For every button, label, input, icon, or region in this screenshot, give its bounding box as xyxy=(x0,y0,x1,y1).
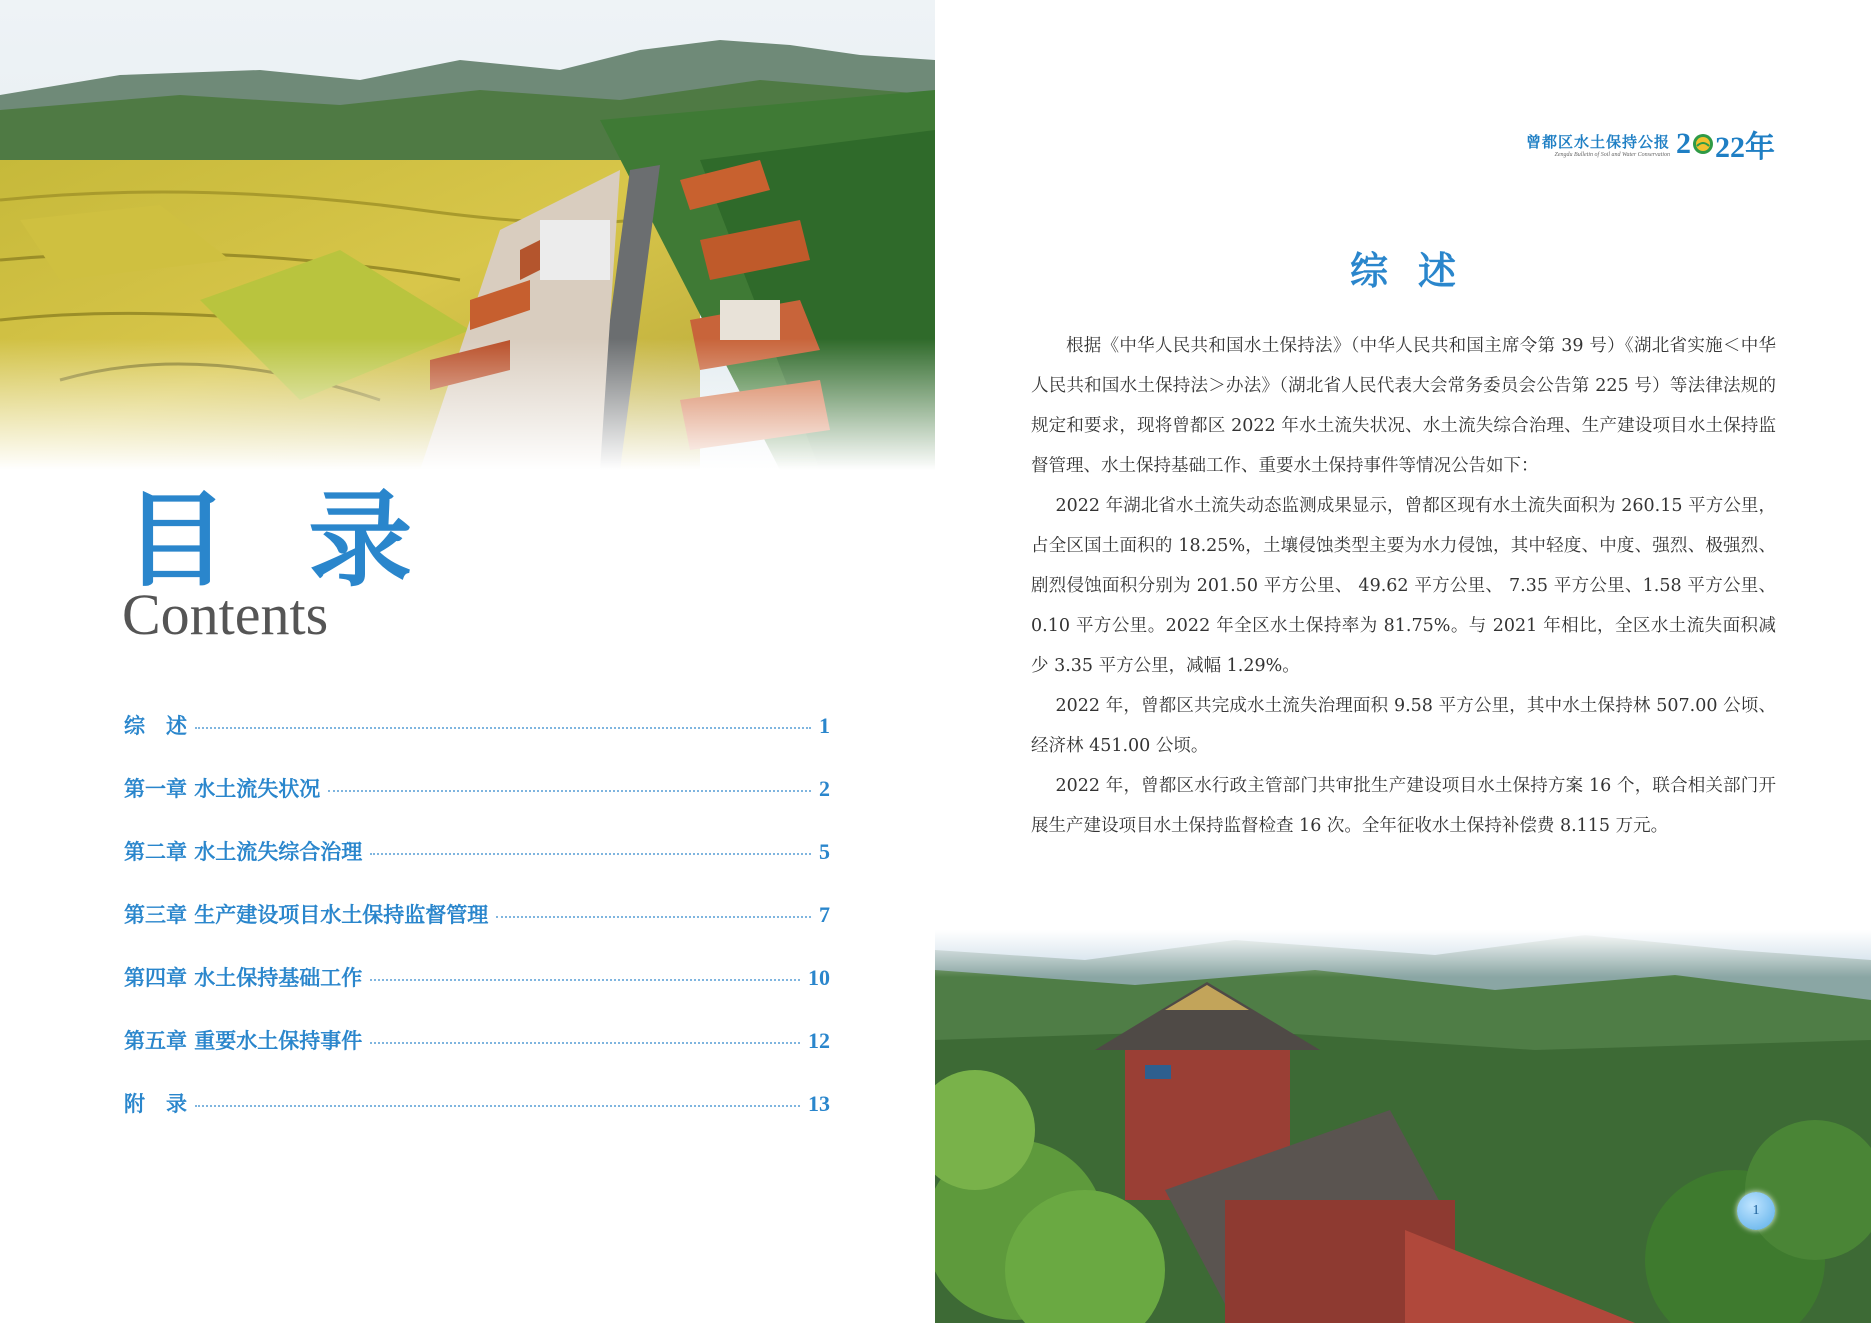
toc-title: 目 录 xyxy=(124,479,435,601)
toc-entry-appendix[interactable] xyxy=(124,1088,830,1151)
toc-entry-chapter-3[interactable] xyxy=(124,899,830,962)
globe-logo-icon xyxy=(1692,133,1714,155)
toc-entry-chapter-2[interactable] xyxy=(124,836,830,899)
bulletin-brand xyxy=(1526,131,1670,158)
toc-leader-dots xyxy=(328,789,811,792)
toc-entry-chapter-1[interactable] xyxy=(124,773,830,836)
paragraph-supervision: 2022 年，曾都区水行政主管部门共审批生产建设项目水土保持方案 16 个，联合相关部门开展生产建设项目水土保持监督检查 16 次。全年征收水土保持补偿费 8.115 万元。 xyxy=(1031,776,1776,836)
toc-entry-label: 第三章 生产建设项目水土保持监督管理 xyxy=(124,903,489,927)
year-prefix: 2 xyxy=(1676,127,1691,160)
toc-leader-dots xyxy=(195,726,811,729)
toc-entry-page: 2 xyxy=(819,776,830,801)
toc-entry-chapter-5[interactable] xyxy=(124,1025,830,1088)
paragraph-treatment: 2022 年，曾都区共完成水土流失治理面积 9.58 平方公里，其中水土保持林 507.00 公顷、经济林 451.00 公顷。 xyxy=(1031,696,1776,756)
aerial-village-photo xyxy=(0,0,935,470)
toc-entry-page: 12 xyxy=(808,1028,830,1053)
paragraph-erosion-status: 2022 年湖北省水土流失动态监测成果显示，曾都区现有水土流失面积为 260.15 平方公里，占全区国土面积的 18.25%，土壤侵蚀类型主要为水力侵蚀，其中轻度、中度、强烈、极强烈、剧烈侵蚀面积分别为 201.50 平方公里、 49.62 平方公里、 7.35 平方公里、1.58 平方公里、0.10 平方公里。2022 年全区水土保持率为 81.75%。与 2021 年相比，全区水土流失面积减少 3.35 平方公里，减幅 1.29%。 xyxy=(1031,496,1776,676)
left-page xyxy=(0,0,935,1323)
toc-entry-label: 第一章 水土流失状况 xyxy=(124,777,321,801)
section-heading: 综述 xyxy=(1349,249,1486,293)
toc-entry-label: 第五章 重要水土保持事件 xyxy=(124,1029,363,1053)
toc-leader-dots xyxy=(370,1041,800,1044)
toc-leader-dots xyxy=(370,852,811,855)
toc-entry-page: 5 xyxy=(819,839,830,864)
toc-entry-page: 13 xyxy=(808,1091,830,1116)
toc-entry-overview[interactable] xyxy=(124,710,830,773)
year-suffix: 22年 xyxy=(1715,131,1775,164)
right-page xyxy=(935,0,1871,1323)
toc-entry-page: 1 xyxy=(819,713,830,738)
toc-leader-dots xyxy=(496,915,811,918)
bulletin-brand-cn: 曾都区水土保持公报 xyxy=(1525,132,1670,151)
toc-entry-page: 7 xyxy=(819,902,830,927)
toc-entry-label: 第二章 水土流失综合治理 xyxy=(124,840,363,864)
toc-entry-label: 第四章 水土保持基础工作 xyxy=(124,966,363,990)
table-of-contents xyxy=(124,710,830,1151)
toc-entry-chapter-4[interactable] xyxy=(124,962,830,1025)
page-number-badge: 1 xyxy=(1737,1192,1775,1230)
toc-leader-dots xyxy=(370,978,800,981)
mountain-temple-photo xyxy=(935,930,1871,1323)
bulletin-header xyxy=(1526,122,1775,166)
toc-subtitle: Contents xyxy=(122,582,329,647)
bulletin-year xyxy=(1676,122,1775,166)
toc-entry-page: 10 xyxy=(808,965,830,990)
toc-entry-label: 附 录 xyxy=(124,1092,187,1116)
paragraph-intro: 根据《中华人民共和国水土保持法》（中华人民共和国主席令第 39 号）《湖北省实施＜中华人民共和国水土保持法＞办法》（湖北省人民代表大会常务委员会公告第 225 号）等法律法规的规定和要求，现将曾都区 2022 年水土流失状况、水土流失综合治理、生产建设项目水土保持监督管理、水土保持基础工作、重要水土保持事件等情况公告如下： xyxy=(1031,336,1776,476)
overview-body xyxy=(1031,326,1776,846)
toc-entry-label: 综 述 xyxy=(124,714,187,738)
bulletin-brand-en: Zengdu Bulletin of Soil and Water Conservation xyxy=(1554,151,1670,158)
toc-leader-dots xyxy=(195,1104,800,1107)
